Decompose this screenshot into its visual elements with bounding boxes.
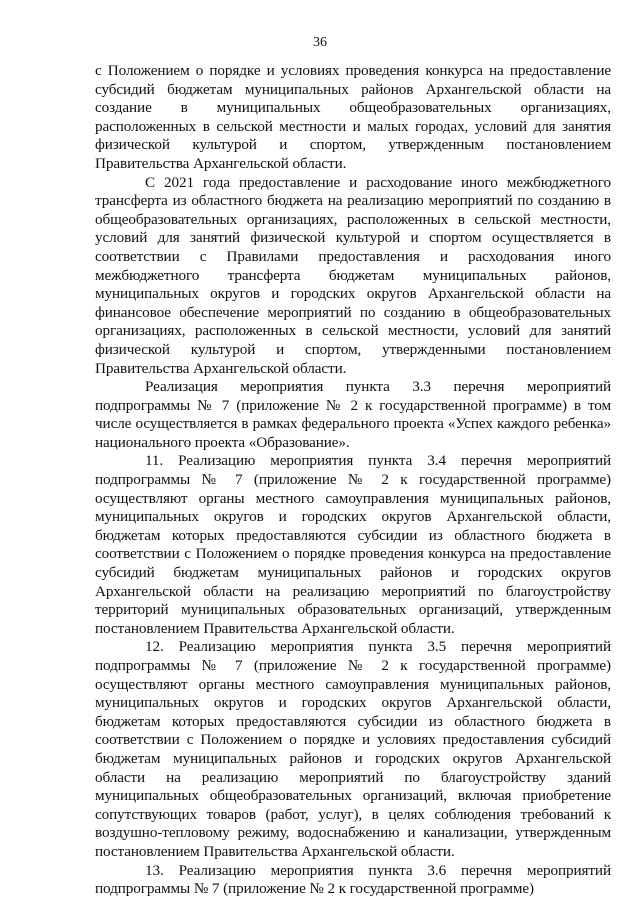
paragraph: 12. Реализацию мероприятия пункта 3.5 перечня мероприятий подпрограммы № 7 (приложение № 2 к государственной программе) осуществляют органы местного самоуправления муниципальных районов, муниципальных округов и городских округов Архангельской области, бюджетам которых предоставляются субсидии из областного бюджета в соответствии с Положением о порядке и условиях предоставления субсидий бюджетам муниципальных районов и городских округов Архангельской области на реализацию мероприятий по благоустройству зданий муниципальных общеобразовательных организаций, включая приобретение сопутствующих товаров (работ, услуг), в целях соблюдения требований к воздушно-тепловому режиму, водоснабжению и канализации, утвержденным постановлением Правительства Архангельской области. (95, 638, 611, 860)
document-body (95, 62, 611, 899)
page-number: 36 (313, 35, 327, 50)
paragraph: Реализация мероприятия пункта 3.3 перечня мероприятий подпрограммы № 7 (приложение № 2 к государственной программе) в том числе осуществляется в рамках федерального проекта «Успех каждого ребенка» национального проекта «Образование». (95, 378, 611, 451)
paragraph: 11. Реализацию мероприятия пункта 3.4 перечня мероприятий подпрограммы № 7 (приложение № 2 к государственной программе) осуществляют органы местного самоуправления муниципальных районов, муниципальных округов и городских округов Архангельской области, бюджетам которых предоставляются субсидии из областного бюджета в соответствии с Положением о порядке проведения конкурса на предоставление субсидий бюджетам муниципальных районов и городских округов Архангельской области на реализацию мероприятий по благоустройству территорий муниципальных образовательных организаций, утвержденным постановлением Правительства Архангельской области. (95, 452, 611, 637)
paragraph: 13. Реализацию мероприятия пункта 3.6 перечня мероприятий подпрограммы № 7 (приложение № 2 к государственной программе) (95, 861, 611, 898)
paragraph: с Положением о порядке и условиях проведения конкурса на предоставление субсидий бюджетам муниципальных районов Архангельской области на создание в муниципальных общеобразовательных организациях, расположенных в сельской местности и малых городах, условий для занятия физической культурой и спортом, утвержденным постановлением Правительства Архангельской области. (95, 62, 611, 172)
paragraph: С 2021 года предоставление и расходование иного межбюджетного трансферта из областного бюджета на реализацию мероприятий по созданию в общеобразовательных организациях, расположенных в сельской местности, условий для занятий физической культурой и спортом осуществляется в соответствии с Правилами предоставления и расходования иного межбюджетного трансферта бюджетам муниципальных районов, муниципальных округов и городских округов Архангельской области на финансовое обеспечение мероприятий по созданию в общеобразовательных организациях, расположенных в сельской местности, условий для занятий физической культурой и спортом, утвержденными постановлением Правительства Архангельской области. (95, 173, 611, 377)
